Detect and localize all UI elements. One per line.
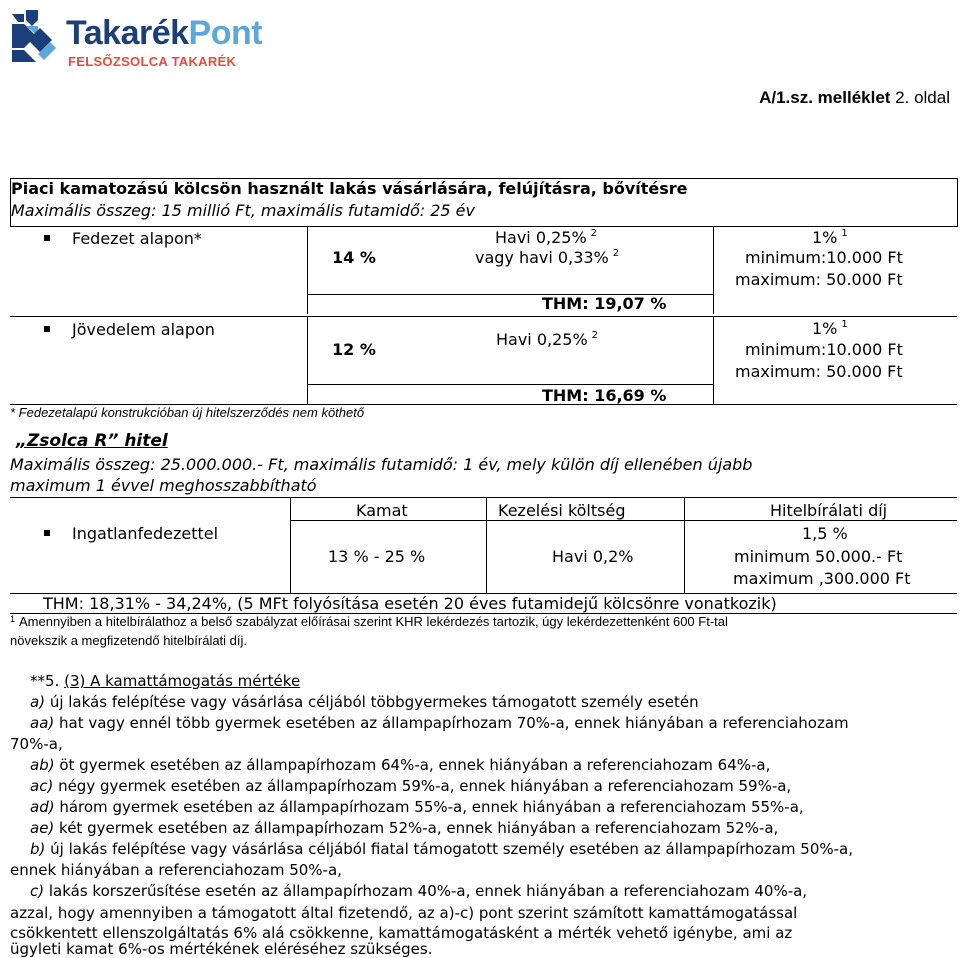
legal-item-c: c) lakás korszerűsítése esetén az állampapírhozam 40%-a, ennek hiányában a referenciahozam 40%-a, <box>30 882 808 900</box>
s2-vline-2 <box>486 497 487 593</box>
logo-emblem-icon <box>8 8 60 70</box>
section2-title: „Zsolca R” hitel <box>16 431 168 451</box>
s1-row2-eval-min: minimum:10.000 Ft <box>745 340 903 359</box>
s1-vline-2 <box>713 226 714 314</box>
bullet-icon <box>44 530 50 536</box>
s2-row-eval-pct: 1,5 % <box>802 524 848 543</box>
s2-vline-3 <box>684 497 685 593</box>
logo-brand-part2: Pont <box>188 14 263 52</box>
legal-item-a: a) új lakás felépítése vagy vásárlása céljából többgyermekes támogatott személy esetén <box>30 693 699 711</box>
s1-row1-eval-pct: 1% $^1$ <box>812 228 848 247</box>
s2-top-line <box>10 497 957 498</box>
section2-subtitle-line1: Maximális összeg: 25.000.000.- Ft, maximális futamidő: 1 év, mely külön díj ellenében újabb <box>10 455 753 474</box>
section2-subtitle-line2: maximum 1 évvel meghosszabbítható <box>10 476 317 495</box>
s1-row1-label: Fedezet alapon* <box>44 229 202 248</box>
s1-row1-eval-min: minimum:10.000 Ft <box>745 248 903 267</box>
s1-row2-label: Jövedelem alapon <box>44 320 215 339</box>
s2-row-rate: 13 % - 25 % <box>328 547 426 566</box>
s1-row2-rate: 12 % <box>332 340 376 359</box>
footnote-mark: 1 <box>10 614 16 624</box>
s2-header-eval: Hitelbírálati díj <box>770 501 888 520</box>
legal-item-ac: ac) négy gyermek esetében az állampapírhozam 59%-a, ennek hiányában a referenciahozam 59%-a, <box>30 777 792 795</box>
legal-item-aa: aa) hat vagy ennél több gyermek esetében az állampapírhozam 70%-a, ennek hiányában a referenciahozam <box>30 714 849 732</box>
legal-item-ab: ab) öt gyermek esetében az állampapírhozam 64%-a, ennek hiányában a referenciahozam 64%-a, <box>30 756 771 774</box>
s1-row2-eval-max: maximum: 50.000 Ft <box>735 362 903 381</box>
s2-header-line <box>290 520 957 521</box>
legal-closing-1: azzal, hogy amennyiben a támogatott által fizetendő, az a)-c) pont szerint számított kamattámogatással <box>10 904 798 922</box>
s2-header-rate: Kamat <box>356 501 408 520</box>
takarekpont-logo <box>8 6 263 76</box>
s2-row-eval-max: maximum ,300.000 Ft <box>733 569 911 588</box>
s2-row-label: Ingatlanfedezettel <box>44 524 218 543</box>
s1-row1-fee1: Havi 0,25% $^2$ <box>495 228 598 247</box>
logo-brand <box>66 14 262 53</box>
s2-row-eval-min: minimum 50.000.- Ft <box>734 547 903 566</box>
s2-thm: THM: 18,31% - 34,24%, (5 MFt folyósítása esetén 20 éves futamidejű kölcsönre vonatkozik) <box>43 594 777 613</box>
s1-vline-3 <box>307 316 308 404</box>
s2-vline-1 <box>290 497 291 593</box>
page-ref: A/1.sz. melléklet <box>759 88 891 107</box>
bullet-icon <box>44 235 50 241</box>
legal-item-b: b) új lakás felépítése vagy vásárlása céljából fiatal támogatott személy esetében az állampapírhozam 50%-a, <box>30 840 854 858</box>
logo-subtitle: FELSŐZSOLCA TAKARÉK <box>68 54 237 69</box>
s1-row1-eval-max: maximum: 50.000 Ft <box>735 270 903 289</box>
s1-vline-4 <box>713 316 714 404</box>
legal-heading: **5. (3) A kamattámogatás mértéke <box>30 672 301 690</box>
s2-header-fee: Kezelési költség <box>498 501 626 520</box>
s1-mid-line <box>10 316 957 317</box>
logo-brand-part1: Takarék <box>66 14 189 52</box>
s1-row2-fee1: Havi 0,25% $^2$ <box>496 330 599 349</box>
s1-row2-thm: THM: 16,69 % <box>542 386 667 405</box>
s1-note: * Fedezetalapú konstrukcióban új hitelszerződés nem köthető <box>10 405 365 420</box>
footnote-line2: növekszik a megfizetendő hitelbírálati díj. <box>10 633 248 648</box>
page-ref-header <box>759 88 950 108</box>
legal-closing-3: ügyleti kamat 6%-os mértékének eléréséhez szükséges. <box>10 940 433 958</box>
footnote-line1: $^1$ Amennyiben a hitelbírálathoz a belső szabályzat előírásai szerint KHR lekérdezés tartozik, úgy lekérdezettenként 600 Ft-tal <box>10 614 728 629</box>
legal-item-b-cont: ennek hiányában a referenciahozam 50%-a, <box>10 861 342 879</box>
s1-thm-line-2 <box>307 384 713 385</box>
section1-subtitle: Maximális összeg: 15 millió Ft, maximális futamidő: 25 év <box>11 201 475 220</box>
s1-row2-eval-pct: 1% $^1$ <box>812 319 848 338</box>
legal-item-ad: ad) három gyermek esetében az állampapírhozam 55%-a, ennek hiányában a referenciahozam 55%-a, <box>30 798 804 816</box>
legal-item-aa-cont: 70%-a, <box>10 735 63 753</box>
bullet-icon <box>44 326 50 332</box>
legal-item-ae: ae) két gyermek esetében az állampapírhozam 52%-a, ennek hiányában a referenciahozam 52%-a, <box>30 819 779 837</box>
s1-row1-rate: 14 % <box>332 248 376 267</box>
s1-top-line <box>10 226 957 227</box>
s1-row1-fee2: vagy havi 0,33% $^2$ <box>475 248 620 267</box>
page-number: 2. oldal <box>895 88 950 107</box>
s1-vline-1 <box>307 226 308 314</box>
s2-row-fee: Havi 0,2% <box>552 547 634 566</box>
s1-row1-thm: THM: 19,07 % <box>542 294 667 313</box>
legal-closing-2: csökkentett ellenszolgáltatás 6% alá csökkenne, kamattámogatásként a mérték vehető igénybe, ami az <box>10 924 793 942</box>
section1-title: Piaci kamatozású kölcsön használt lakás vásárlására, felújításra, bővítésre <box>11 179 688 198</box>
